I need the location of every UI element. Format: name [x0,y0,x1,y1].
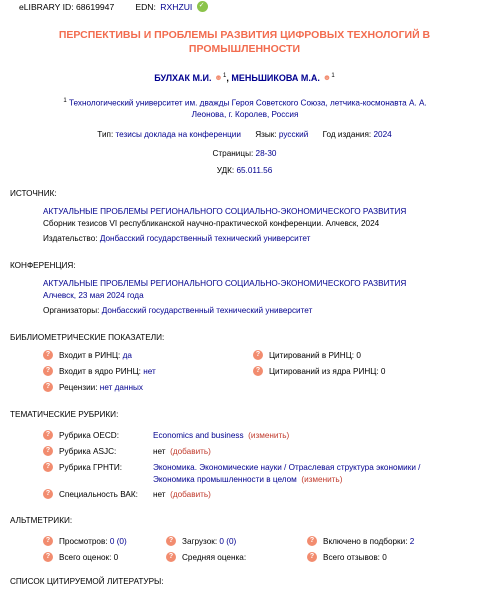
citations-label: Цитирований в РИНЦ: [269,351,355,361]
organizers-label: Организаторы: [43,306,100,315]
rubric-vak [43,490,138,500]
help-icon[interactable]: ? [43,552,53,562]
person-icon[interactable]: ☻ [214,73,223,82]
grnti-label: Рубрика ГРНТИ: [59,463,123,473]
alt-downloads [166,537,236,547]
udk-label: УДК: [216,166,235,175]
oecd-label: Рубрика OECD: [59,431,119,441]
rubric-asjc-value [153,447,211,456]
edn-label: EDN: [135,2,156,12]
downloads-value: 0 (0) [219,537,237,547]
reviews-total-label: Всего отзывов: [323,553,380,563]
ratings-value: 0 [113,553,119,563]
reviews-total-value: 0 [382,553,387,563]
references-header: СПИСОК ЦИТИРУЕМОЙ ЛИТЕРАТУРЫ: [10,577,164,586]
biblio-core [43,367,156,377]
vak-value: нет [153,490,166,499]
rinc-value: да [122,351,132,361]
publication-meta [0,130,489,139]
rubric-asjc [43,447,116,457]
core-value: нет [143,367,156,377]
source-publisher [43,234,310,243]
type-label: Тип: [97,130,114,139]
affiliation-sup: 1 [63,98,67,104]
help-icon[interactable]: ? [43,382,53,392]
person-icon[interactable]: ☻ [322,73,332,82]
downloads-label: Загрузок: [182,537,218,547]
alt-views [43,537,127,547]
views-value: 0 (0) [109,537,127,547]
pages-value: 28-30 [255,149,277,158]
help-icon[interactable]: ? [307,552,317,562]
biblio-rinc [43,351,132,361]
help-icon[interactable]: ? [43,430,53,440]
page-title [0,28,489,56]
organizers-link[interactable]: Донбасский государственный технический университет [101,306,313,315]
conference-title-link[interactable]: АКТУАЛЬНЫЕ ПРОБЛЕМЫ РЕГИОНАЛЬНОГО СОЦИАЛЬНО-ЭКОНОМИЧЕСКОГО РАЗВИТИЯ [43,279,407,288]
rinc-label: Входит в РИНЦ: [59,351,121,361]
reviews-value: нет данных [99,383,143,393]
pages-label: Страницы: [212,149,254,158]
core-label: Входит в ядро РИНЦ: [59,367,141,377]
core-citations-value: 0 [380,367,386,377]
author-link[interactable]: БУЛХАК М.И. [154,73,212,83]
vak-add-link[interactable]: (добавить) [170,490,211,499]
citations-value: 0 [356,351,361,361]
alt-reviews [307,553,387,563]
publisher-link[interactable]: Донбасский государственный технический университет [99,234,311,243]
author-sup: 1 [331,73,335,79]
author-link[interactable]: МЕНЬШИКОВА М.А. [231,73,320,83]
biblio-core-citations [253,367,385,377]
reviews-label: Рецензии: [59,383,98,393]
help-icon[interactable]: ? [166,552,176,562]
views-label: Просмотров: [59,537,108,547]
rubric-grnti [43,463,122,473]
affiliation-line-1[interactable]: Технологический университет им. дважды Героя Советского Союза, летчика-космонавта А. А. [68,98,427,108]
vak-label: Специальность ВАК: [59,490,138,500]
asjc-add-link[interactable]: (добавить) [170,447,211,456]
alt-ratings [43,553,118,563]
help-icon[interactable]: ? [43,446,53,456]
year-value: 2024 [373,130,392,139]
source-description: Сборник тезисов VI республиканской научно-практической конференции. Алчевск, 2024 [43,219,380,228]
title-line-2: ПРОМЫШЛЕННОСТИ [188,43,301,55]
average-label: Средняя оценка: [182,553,247,563]
rubric-oecd-value [153,431,289,440]
udk-line [0,166,489,175]
help-icon[interactable]: ? [43,350,53,360]
alt-collections [307,537,414,547]
grnti-link[interactable]: Экономика промышленности в целом [153,475,297,484]
year-label: Год издания: [322,130,372,139]
conference-organizers [43,306,312,315]
core-citations-label: Цитирований из ядра РИНЦ: [269,367,379,377]
title-line-1: ПЕРСПЕКТИВЫ И ПРОБЛЕМЫ РАЗВИТИЯ ЦИФРОВЫХ ТЕХНОЛОГИЙ В [58,29,431,41]
type-value: тезисы доклада на конференции [115,130,241,139]
rubric-vak-value [153,490,211,499]
authors: БУЛХАК М.И. ☻$^1$, МЕНЬШИКОВА М.А. ☻$^1$ [154,73,335,83]
alt-average [166,553,246,563]
verified-icon [197,1,208,12]
ratings-label: Всего оценок: [59,553,112,563]
affiliation [40,96,450,120]
edn-value[interactable]: RXHZUI [160,2,193,12]
help-icon[interactable]: ? [43,489,53,499]
rubrics-header: ТЕМАТИЧЕСКИЕ РУБРИКИ: [10,410,119,419]
oecd-link[interactable]: Economics and business [153,431,244,440]
collections-label: Включено в подборки: [323,537,408,547]
id-bar [19,2,210,13]
language-value: русский [278,130,309,139]
help-icon[interactable]: ? [253,350,263,360]
source-header: ИСТОЧНИК: [10,189,57,198]
rubric-oecd [43,431,119,441]
asjc-label: Рубрика ASJC: [59,447,117,457]
collections-value[interactable]: 2 [409,537,415,547]
oecd-change-link[interactable]: (изменить) [248,431,290,440]
biblio-reviews [43,383,143,393]
conference-header: КОНФЕРЕНЦИЯ: [10,261,76,270]
help-icon[interactable]: ? [43,536,53,546]
grnti-change-link[interactable]: (изменить) [301,475,343,484]
biblio-citations [253,351,361,361]
help-icon[interactable]: ? [253,366,263,376]
source-title-link[interactable]: АКТУАЛЬНЫЕ ПРОБЛЕМЫ РЕГИОНАЛЬНОГО СОЦИАЛЬНО-ЭКОНОМИЧЕСКОГО РАЗВИТИЯ [43,207,407,216]
asjc-value: нет [153,447,166,456]
grnti-line-1[interactable]: Экономика. Экономические науки / Отраслевая структура экономики / [153,463,421,472]
publisher-label: Издательство: [43,234,98,243]
elibrary-id: eLIBRARY ID: 68619947 [19,2,115,12]
altmetrics-header: АЛЬТМЕТРИКИ: [10,516,73,525]
help-icon[interactable]: ? [166,536,176,546]
udk-value: 65.011.56 [236,166,273,175]
affiliation-line-2[interactable]: Леонова, г. Королев, Россия [191,109,299,119]
pages-line [0,149,489,158]
biblio-header: БИБЛИОМЕТРИЧЕСКИЕ ПОКАЗАТЕЛИ: [10,333,165,342]
language-label: Язык: [255,130,277,139]
grnti-line-2 [153,475,342,484]
help-icon[interactable]: ? [307,536,317,546]
conference-date: Алчевск, 23 мая 2024 года [43,291,144,300]
help-icon[interactable]: ? [43,462,53,472]
help-icon[interactable]: ? [43,366,53,376]
author-sup: 1 [223,73,227,79]
